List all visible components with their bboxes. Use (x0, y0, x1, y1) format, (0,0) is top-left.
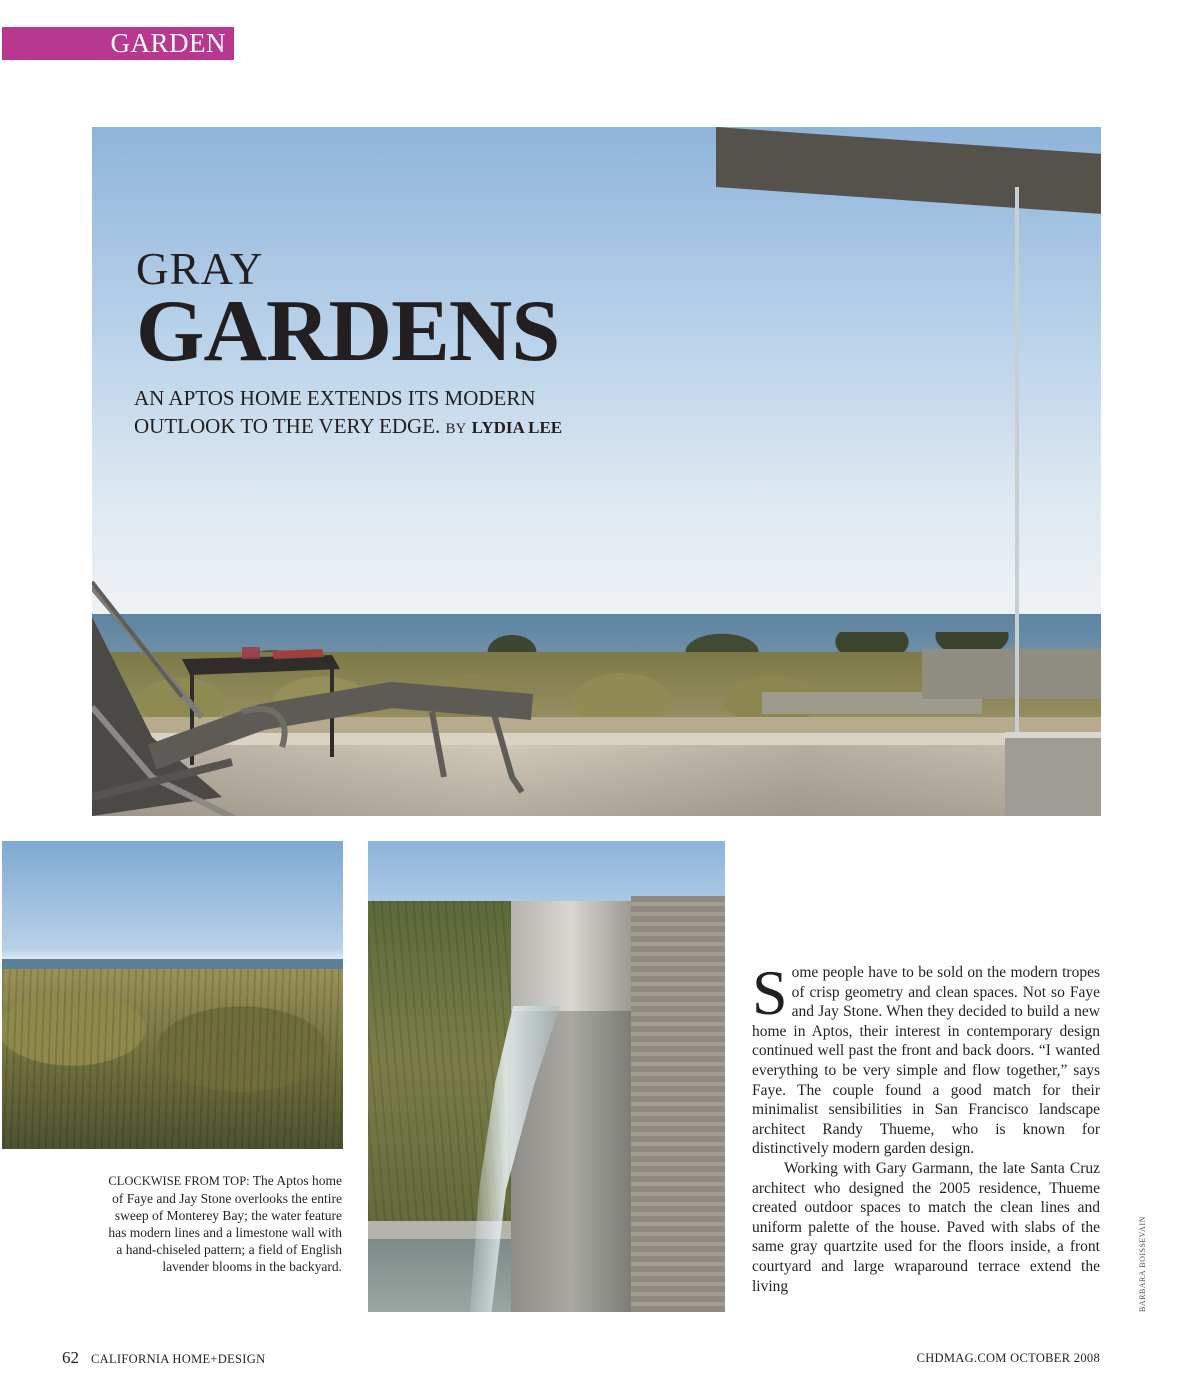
caption-text: The Aptos home of Faye and Jay Stone overlooks the entire sweep of Monterey Bay; the water feature has modern lines and a limestone wall with a hand-chiseled pattern; a field of English lavender blooms in the backyard. (108, 1173, 342, 1274)
body-paragraph-1-text: ome people have to be sold on the modern tropes of crisp geometry and clean spaces. Not so Faye and Jay Stone. When they decided to build a new home in Aptos, their interest in contemporary design continued well past the front and back doors. “I wanted everything to be very simple and flow together,” says Faye. The couple found a good match for their minimalist sensibilities in San Francisco landscape architect Randy Thueme, who is known for distinctively modern garden design. (752, 964, 1100, 1158)
byline-prefix: BY (445, 421, 467, 437)
lavender-photo (2, 841, 343, 1149)
article-kicker: GRAY (136, 244, 264, 294)
title-block (136, 244, 560, 380)
roof-overhang (716, 127, 1101, 214)
drop-cap: S (752, 963, 788, 1028)
photo-caption (100, 1172, 342, 1275)
article-headline: GARDENS (136, 283, 560, 380)
hero-photo (92, 127, 1101, 816)
byline-author: LYDIA LEE (471, 418, 563, 437)
deck-line-2 (134, 412, 654, 443)
caption-lead: CLOCKWISE FROM TOP: (108, 1174, 250, 1188)
deck-line-2-text: OUTLOOK TO THE VERY EDGE. (134, 414, 441, 438)
limestone-wall (631, 896, 725, 1312)
article-deck (134, 384, 654, 443)
fountain-wall (922, 649, 1101, 699)
folio-left (62, 1348, 265, 1368)
body-paragraph-1 (752, 963, 1100, 1159)
glass-wall-edge (1015, 187, 1019, 816)
folio-right: CHDMAG.COM OCTOBER 2008 (916, 1351, 1100, 1365)
photo-credit: BARBARA BOISSEVAIN (1138, 1216, 1147, 1312)
section-label: GARDEN (110, 28, 226, 58)
water-feature-photo (368, 841, 725, 1312)
section-tab (2, 27, 234, 60)
magazine-name: CALIFORNIA HOME+DESIGN (91, 1352, 266, 1366)
glass-wall-base (1005, 732, 1101, 816)
deck-line-1: AN APTOS HOME EXTENDS ITS MODERN (134, 386, 536, 410)
article-body (752, 963, 1100, 1321)
lounge-chair (92, 577, 552, 816)
lavender-field (2, 969, 343, 1149)
fountain-spout (511, 901, 631, 1011)
page-number: 62 (62, 1348, 79, 1367)
body-paragraph-2: Working with Gary Garmann, the late Santa Cruz architect who designed the 2005 residence, Thueme created outdoor spaces to match the clean lines and uniform palette of the house. Paved with slabs of the same gray quartzite used for the floors inside, a front courtyard and large wraparound terrace extend the living (752, 1159, 1100, 1295)
